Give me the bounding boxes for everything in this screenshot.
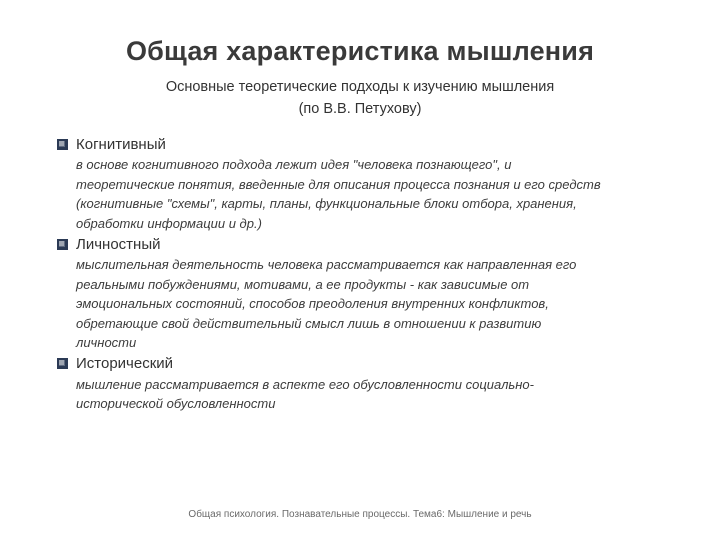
approach-item-historical xyxy=(57,353,657,414)
square-bullet-icon xyxy=(57,239,68,250)
description-line: обретающие свой действительный смысл лишь в отношении к развитию xyxy=(76,315,542,331)
description-line: реальными побуждениями, мотивами, а ее продукты - как зависимые от xyxy=(76,276,530,292)
description-line: эмоциональных состояний, способов преодоления внутренних конфликтов, xyxy=(76,296,549,311)
approach-title: Исторический xyxy=(76,355,174,372)
description-line: исторической обусловленности xyxy=(76,396,276,411)
approach-title: Когнитивный xyxy=(76,135,166,153)
approach-title: Личностный xyxy=(76,235,161,253)
description-line: личности xyxy=(76,335,137,350)
approach-item-personal xyxy=(57,233,657,353)
slide-subtitle xyxy=(0,76,720,120)
slide-footer: Общая психология. Познавательные процессы. Тема6: Мышление и речь xyxy=(188,509,532,520)
approach-heading xyxy=(57,353,657,375)
subtitle-line-1: Основные теоретические подходы к изучению мышления xyxy=(165,79,555,95)
approaches-list xyxy=(57,133,657,414)
description-line: мыслительная деятельность человека рассматривается как направленная его xyxy=(76,257,577,272)
description-line: мышление рассматривается в аспекте его обусловленности социально- xyxy=(76,376,534,392)
description-line: в основе когнитивного подхода лежит идея "человека познающего", и xyxy=(76,157,512,172)
description-line: (когнитивные "схемы", карты, планы, функциональные блоки отбора, хранения, xyxy=(76,196,577,211)
description-line: обработки информации и др.) xyxy=(76,215,262,231)
approach-description xyxy=(76,255,657,353)
approach-description xyxy=(76,375,657,414)
description-line: теоретические понятия, введенные для описания процесса познания и его средств xyxy=(76,176,601,192)
subtitle-line-2: (по В.В. Петухову) xyxy=(298,101,422,117)
slide-title: Общая характеристика мышления xyxy=(125,36,595,66)
square-bullet-icon xyxy=(57,358,68,369)
approach-item-cognitive xyxy=(57,133,657,233)
approach-heading xyxy=(57,133,657,155)
approach-heading xyxy=(57,233,657,255)
approach-description xyxy=(76,155,657,233)
square-bullet-icon xyxy=(57,139,68,150)
